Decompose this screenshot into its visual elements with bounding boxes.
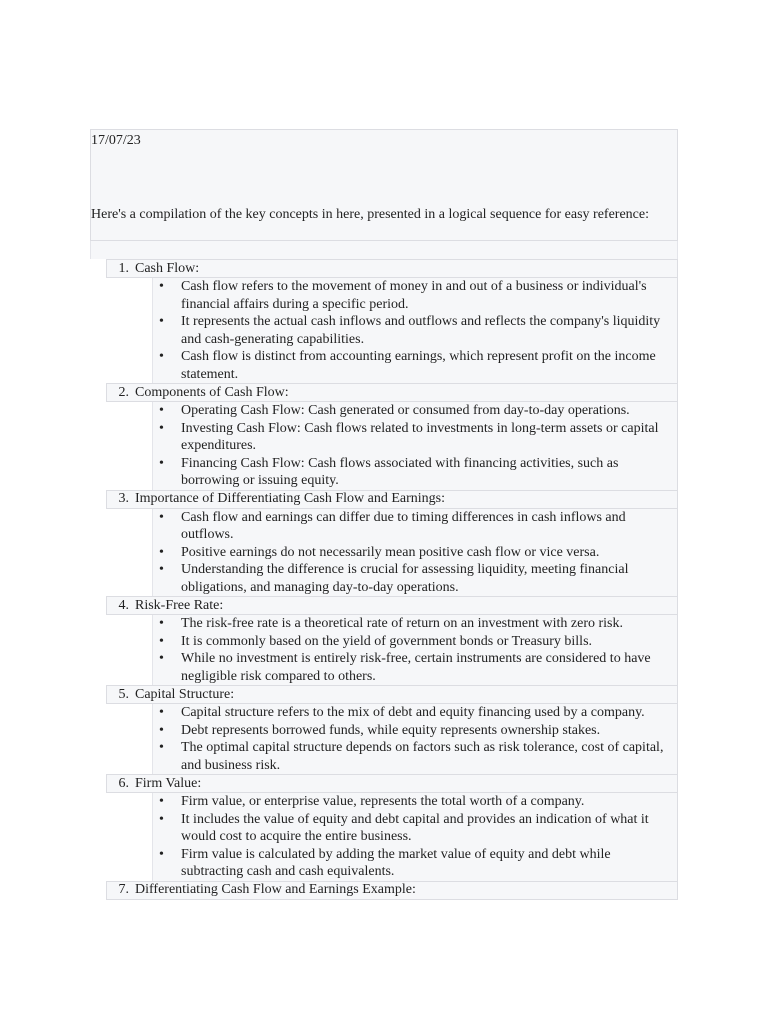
bullet-item: • Firm value, or enterprise value, represents the total worth of a company. xyxy=(153,793,677,811)
bullet-item: • Debt represents borrowed funds, while equity represents ownership stakes. xyxy=(153,722,677,740)
section-number: 3. xyxy=(118,491,129,507)
document-header xyxy=(90,129,678,241)
concept-section xyxy=(106,881,678,900)
bullet-item: • Operating Cash Flow: Cash generated or consumed from day-to-day operations. xyxy=(153,402,677,420)
bullet-item: • It represents the actual cash inflows and outflows and reflects the company's liquidity and cash-generating capabilities. xyxy=(153,313,677,348)
bullet-item: • It includes the value of equity and debt capital and provides an indication of what it would cost to acquire the entire business. xyxy=(153,811,677,846)
bullet-list xyxy=(152,509,678,597)
bullet-item: • Understanding the difference is crucial for assessing liquidity, meeting financial obligations, and managing day-to-day operations. xyxy=(153,561,677,596)
bullet-list xyxy=(152,615,678,685)
section-title: Importance of Differentiating Cash Flow and Earnings: xyxy=(135,491,445,507)
bullet-item: • While no investment is entirely risk-free, certain instruments are considered to have negligible risk compared to others. xyxy=(153,650,677,685)
document-page xyxy=(90,129,678,900)
bullet-item: • The optimal capital structure depends on factors such as risk tolerance, cost of capital, and business risk. xyxy=(153,739,677,774)
section-number: 1. xyxy=(118,260,129,276)
bullet-item: • The risk-free rate is a theoretical rate of return on an investment with zero risk. xyxy=(153,615,677,633)
bullet-item: • Firm value is calculated by adding the market value of equity and debt while subtracting cash and cash equivalents. xyxy=(153,846,677,881)
document-date: 17/07/23 xyxy=(91,133,141,148)
section-heading xyxy=(106,596,678,615)
section-heading xyxy=(106,685,678,704)
section-title: Cash Flow: xyxy=(135,260,200,276)
bullet-item: • Financing Cash Flow: Cash flows associated with financing activities, such as borrowing or issuing equity. xyxy=(153,455,677,490)
concept-section xyxy=(106,774,678,881)
section-heading xyxy=(106,774,678,793)
section-number: 2. xyxy=(118,384,129,400)
section-title: Capital Structure: xyxy=(135,686,235,702)
section-title: Components of Cash Flow: xyxy=(135,384,289,400)
section-number: 4. xyxy=(118,597,129,613)
section-heading xyxy=(106,383,678,402)
section-number: 5. xyxy=(118,686,129,702)
bullet-item: • Cash flow is distinct from accounting earnings, which represent profit on the income statement. xyxy=(153,348,677,383)
section-number: 6. xyxy=(118,775,129,791)
section-heading xyxy=(106,490,678,509)
bullet-item: • Cash flow refers to the movement of money in and out of a business or individual's financial affairs during a specific period. xyxy=(153,278,677,313)
bullet-list xyxy=(152,402,678,490)
bullet-list xyxy=(152,793,678,881)
concept-section xyxy=(106,383,678,490)
bullet-item: • Capital structure refers to the mix of debt and equity financing used by a company. xyxy=(153,704,677,722)
bullet-list xyxy=(152,704,678,774)
concept-section xyxy=(106,596,678,685)
bullet-item: • It is commonly based on the yield of government bonds or Treasury bills. xyxy=(153,633,677,651)
bullet-item: • Cash flow and earnings can differ due to timing differences in cash inflows and outflows. xyxy=(153,509,677,544)
section-number: 7. xyxy=(118,882,129,898)
section-heading xyxy=(106,881,678,900)
intro-paragraph: Here's a compilation of the key concepts in here, presented in a logical sequence for easy reference: xyxy=(91,207,649,222)
concept-list xyxy=(90,259,678,900)
bullet-list xyxy=(152,278,678,383)
bullet-item: • Positive earnings do not necessarily mean positive cash flow or vice versa. xyxy=(153,544,677,562)
bullet-item: • Investing Cash Flow: Cash flows related to investments in long-term assets or capital expenditures. xyxy=(153,420,677,455)
section-title: Differentiating Cash Flow and Earnings Example: xyxy=(135,882,416,898)
section-title: Risk-Free Rate: xyxy=(135,597,224,613)
section-title: Firm Value: xyxy=(135,775,202,791)
concept-section xyxy=(106,490,678,597)
section-heading xyxy=(106,259,678,278)
concept-section xyxy=(106,259,678,383)
concept-section xyxy=(106,685,678,774)
spacer xyxy=(90,241,678,259)
